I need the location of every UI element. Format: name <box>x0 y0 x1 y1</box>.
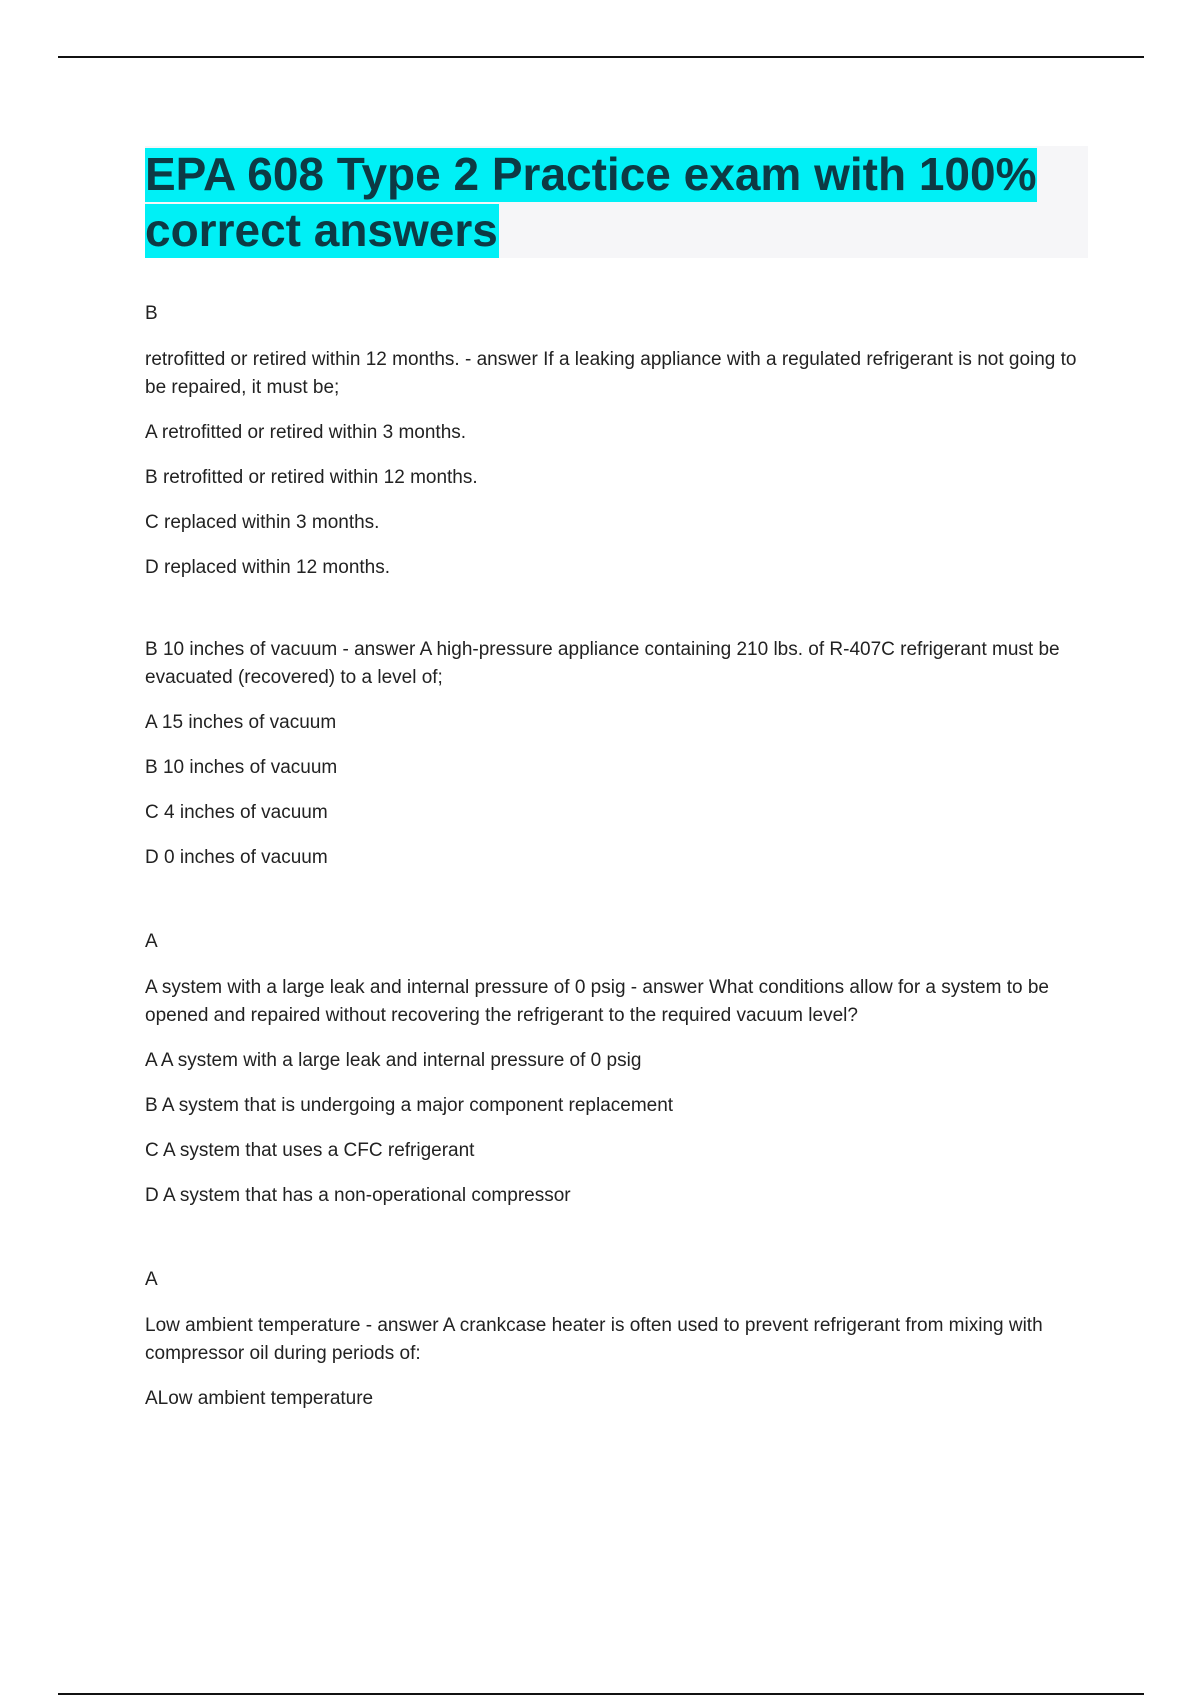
question-block-2 <box>145 636 1090 872</box>
option-b: B 10 inches of vacuum <box>145 757 338 778</box>
option-b: B A system that is undergoing a major component replacement <box>145 1095 674 1116</box>
option-c: C replaced within 3 months. <box>145 512 380 533</box>
option-a: A A system with a large leak and internal pressure of 0 psig <box>145 1050 642 1071</box>
option-c: C 4 inches of vacuum <box>145 802 328 823</box>
option-c: C A system that uses a CFC refrigerant <box>145 1140 475 1161</box>
question-text: retrofitted or retired within 12 months. - answer If a leaking appliance with a regulated refrigerant is not going to be repaired, it must be; <box>145 349 1077 398</box>
answer-key: A <box>145 1269 158 1290</box>
question-block-1 <box>145 300 1090 582</box>
option-d: D A system that has a non-operational compressor <box>145 1185 571 1206</box>
option-d: D 0 inches of vacuum <box>145 847 328 868</box>
top-rule <box>58 56 1144 58</box>
bottom-rule <box>58 1693 1144 1695</box>
question-block-4 <box>145 1266 1090 1413</box>
question-text: B 10 inches of vacuum - answer A high-pressure appliance containing 210 lbs. of R-407C refrigerant must be evacuated (recovered) to a level of; <box>145 639 1060 688</box>
page-title <box>145 146 1088 258</box>
answer-key: B <box>145 303 158 324</box>
question-text: Low ambient temperature - answer A crankcase heater is often used to prevent refrigerant from mixing with compressor oil during periods of: <box>145 1315 1043 1364</box>
question-block-3 <box>145 928 1090 1210</box>
document-body <box>145 300 1090 1469</box>
option-a: ALow ambient temperature <box>145 1388 374 1409</box>
title-highlight: EPA 608 Type 2 Practice exam with 100% correct answers <box>145 148 1037 256</box>
option-a: A retrofitted or retired within 3 months. <box>145 422 467 443</box>
option-d: D replaced within 12 months. <box>145 557 391 578</box>
title-block <box>145 146 1088 258</box>
answer-key: A <box>145 931 158 952</box>
option-a: A 15 inches of vacuum <box>145 712 337 733</box>
option-b: B retrofitted or retired within 12 months. <box>145 467 478 488</box>
question-text: A system with a large leak and internal pressure of 0 psig - answer What conditions allow for a system to be opened and repaired without recovering the refrigerant to the required vacuum level? <box>145 977 1049 1026</box>
